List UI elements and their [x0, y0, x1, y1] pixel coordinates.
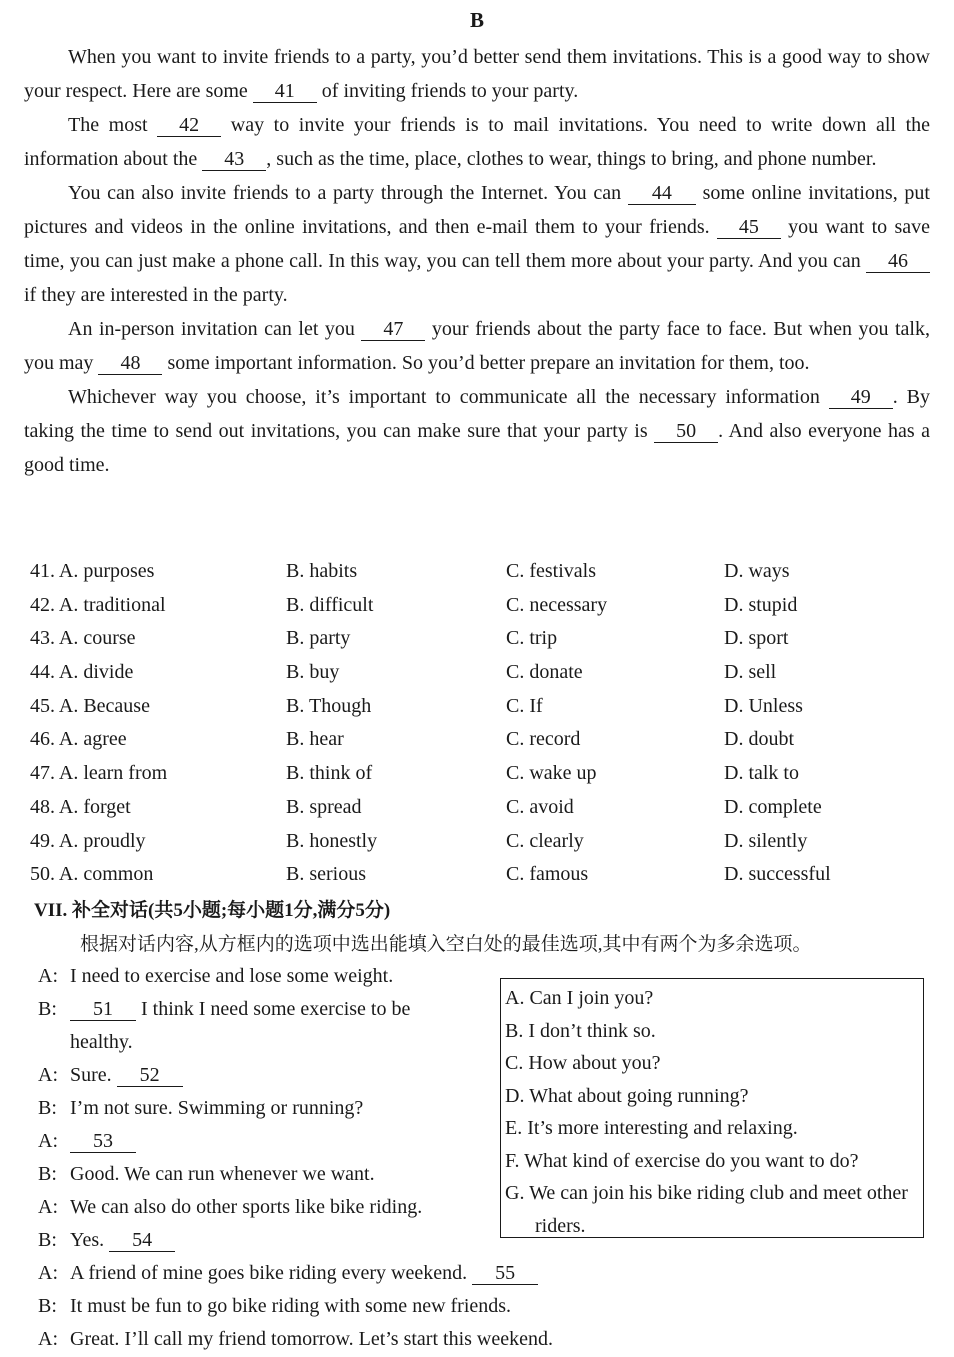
line-text: Good. We can run whenever we want.	[70, 1163, 375, 1185]
passage-text: When you want to invite friends to a party, you’d better send them invitations. This is a good way to show your respect. Here are some	[24, 46, 930, 102]
option-d: D. Unless	[724, 694, 803, 717]
option-c: C. festivals	[506, 560, 596, 582]
option-b: B. difficult	[286, 593, 374, 616]
blank-42: 42	[157, 114, 221, 137]
blank-44: 44	[628, 182, 696, 205]
passage-text: An in-person invitation can let you	[68, 318, 362, 340]
option-c: C. donate	[506, 661, 583, 684]
passage-text: you want to save time, you can just make a phone call. In this way, you can tell them more about your party. And you can	[24, 216, 930, 272]
line-text: Great. I’ll call my friend tomorrow. Let’s start this weekend.	[70, 1328, 553, 1350]
dialogue-line	[38, 993, 468, 1059]
speaker: A:	[38, 1328, 58, 1350]
option-row	[30, 623, 930, 657]
dialogue-line	[38, 960, 468, 993]
dialogue-line	[38, 1059, 468, 1092]
option-c: C. clearly	[506, 829, 584, 852]
dialogue-line	[38, 1092, 468, 1125]
blank-51: 51	[70, 998, 136, 1021]
speaker: B:	[38, 1097, 57, 1119]
box-option-e: E. It’s more interesting and relaxing.	[505, 1117, 798, 1139]
passage-text: You can also invite friends to a party through the Internet. You can	[68, 182, 628, 204]
line-text: I think I need some exercise to be healthy.	[70, 998, 411, 1053]
option-c: C. record	[506, 728, 581, 751]
option-d: D. silently	[724, 829, 808, 852]
option-a: 44. A. divide	[30, 661, 134, 684]
option-d: D. sell	[724, 661, 777, 684]
option-b: B. serious	[286, 863, 366, 886]
option-a: 46. A. agree	[30, 728, 127, 751]
dialogue-line	[38, 1257, 670, 1290]
line-text: I’m not sure. Swimming or running?	[70, 1097, 364, 1119]
passage-text: . And also everyone has a good time.	[24, 420, 930, 476]
option-row	[30, 724, 930, 758]
option-row	[30, 556, 930, 590]
option-a: 47. A. learn from	[30, 762, 168, 785]
speaker: A:	[38, 1130, 58, 1152]
blank-45: 45	[717, 216, 781, 239]
dialogue-line	[38, 1290, 670, 1323]
line-text: Sure.	[70, 1064, 117, 1086]
dialogue-line	[38, 1191, 468, 1224]
speaker: B:	[38, 1229, 57, 1251]
passage-text: The most	[68, 114, 158, 136]
option-b: B. buy	[286, 661, 340, 684]
option-a: 41. A. purposes	[30, 560, 155, 582]
line-text: Yes.	[70, 1229, 110, 1251]
option-d: D. talk to	[724, 762, 799, 785]
section-title: VII. 补全对话(共5小题;每小题1分,满分5分)	[34, 900, 391, 921]
passage-text: , such as the time, place, clothes to wear, things to bring, and phone number.	[266, 148, 877, 170]
line-text: It must be fun to go bike riding with some new friends.	[70, 1295, 512, 1317]
blank-54: 54	[109, 1229, 175, 1252]
blank-49: 49	[829, 386, 893, 409]
passage-text: if they are interested in the party.	[24, 284, 288, 306]
passage-paragraph-2	[24, 108, 930, 176]
option-row	[30, 590, 930, 624]
option-b: B. Though	[286, 694, 372, 717]
blank-53: 53	[70, 1130, 136, 1153]
option-c: C. wake up	[506, 762, 597, 785]
speaker: B:	[38, 998, 57, 1020]
passage-paragraph-4	[24, 312, 930, 380]
speaker: A:	[38, 965, 58, 987]
speaker: A:	[38, 1262, 58, 1284]
passage-paragraph-5	[24, 380, 930, 482]
option-c: C. If	[506, 694, 543, 717]
option-a: 48. A. forget	[30, 795, 131, 818]
blank-55: 55	[472, 1262, 538, 1285]
box-option-d: D. What about going running?	[505, 1084, 749, 1107]
option-a: 50. A. common	[30, 863, 154, 886]
speaker: A:	[38, 1196, 58, 1218]
dialogue-line	[38, 1323, 670, 1356]
box-option-f: F. What kind of exercise do you want to do?	[505, 1149, 859, 1172]
box-option-g: G. We can join his bike riding club and meet other riders.	[505, 1182, 908, 1237]
option-a: 45. A. Because	[30, 694, 150, 717]
blank-47: 47	[361, 318, 425, 341]
option-a: 49. A. proudly	[30, 829, 146, 852]
blank-48: 48	[98, 352, 162, 375]
option-d: D. ways	[724, 560, 790, 582]
option-row	[30, 792, 930, 826]
option-d: D. complete	[724, 795, 822, 818]
option-row	[30, 657, 930, 691]
section-heading: B	[469, 8, 484, 32]
box-option-a: A. Can I join you?	[505, 987, 654, 1009]
option-row	[30, 859, 930, 893]
option-row	[30, 691, 930, 725]
blank-43: 43	[202, 148, 266, 171]
option-c: C. necessary	[506, 593, 608, 616]
option-c: C. trip	[506, 627, 558, 650]
dialogue-line	[38, 1224, 468, 1257]
option-b: B. honestly	[286, 829, 378, 852]
answer-options-box	[500, 978, 924, 1238]
blank-41: 41	[253, 80, 317, 103]
option-b: B. think of	[286, 762, 373, 785]
option-b: B. party	[286, 627, 351, 650]
cloze-passage	[24, 40, 930, 482]
option-a: 42. A. traditional	[30, 593, 166, 616]
dialogue	[38, 960, 553, 1356]
blank-52: 52	[117, 1064, 183, 1087]
box-option-b: B. I don’t think so.	[505, 1019, 656, 1042]
option-c: C. famous	[506, 863, 589, 886]
blank-46: 46	[866, 250, 930, 273]
passage-paragraph-1	[24, 40, 930, 108]
option-b: B. spread	[286, 795, 362, 818]
passage-paragraph-3	[24, 176, 930, 312]
option-b: B. habits	[286, 560, 358, 582]
blank-50: 50	[654, 420, 718, 443]
option-d: D. doubt	[724, 728, 794, 751]
passage-text: . By taking the time to send out invitations, you can make sure that your party is	[24, 386, 930, 442]
speaker: B:	[38, 1163, 57, 1185]
passage-text: of inviting friends to your party.	[316, 80, 579, 102]
passage-text: your friends about the party face to face. But when you talk, you may	[24, 318, 930, 374]
option-b: B. hear	[286, 728, 344, 751]
line-text: A friend of mine goes bike riding every weekend.	[70, 1262, 473, 1284]
passage-text: way to invite your friends is to mail invitations. You need to write down all the information about the	[24, 114, 930, 170]
cloze-options	[30, 556, 930, 893]
passage-text: some online invitations, put pictures and videos in the online invitations, and then e-mail them to your friends.	[24, 182, 930, 238]
speaker: B:	[38, 1295, 57, 1317]
option-c: C. avoid	[506, 795, 574, 818]
passage-text: Whichever way you choose, it’s important to communicate all the necessary information	[68, 386, 829, 408]
box-option-c: C. How about you?	[505, 1052, 661, 1074]
line-text: We can also do other sports like bike riding.	[70, 1196, 423, 1218]
option-a: 43. A. course	[30, 627, 136, 650]
option-row	[30, 826, 930, 860]
option-row	[30, 758, 930, 792]
section-instruction: 根据对话内容,从方框内的选项中选出能填入空白处的最佳选项,其中有两个为多余选项。	[80, 934, 812, 955]
option-d: D. stupid	[724, 593, 798, 616]
dialogue-line	[38, 1158, 468, 1191]
option-d: D. sport	[724, 627, 789, 650]
speaker: A:	[38, 1064, 58, 1086]
passage-text: some important information. So you’d better prepare an invitation for them, too.	[162, 352, 810, 374]
line-text: I need to exercise and lose some weight.	[70, 965, 394, 987]
option-d: D. successful	[724, 863, 831, 886]
dialogue-line	[38, 1125, 468, 1158]
